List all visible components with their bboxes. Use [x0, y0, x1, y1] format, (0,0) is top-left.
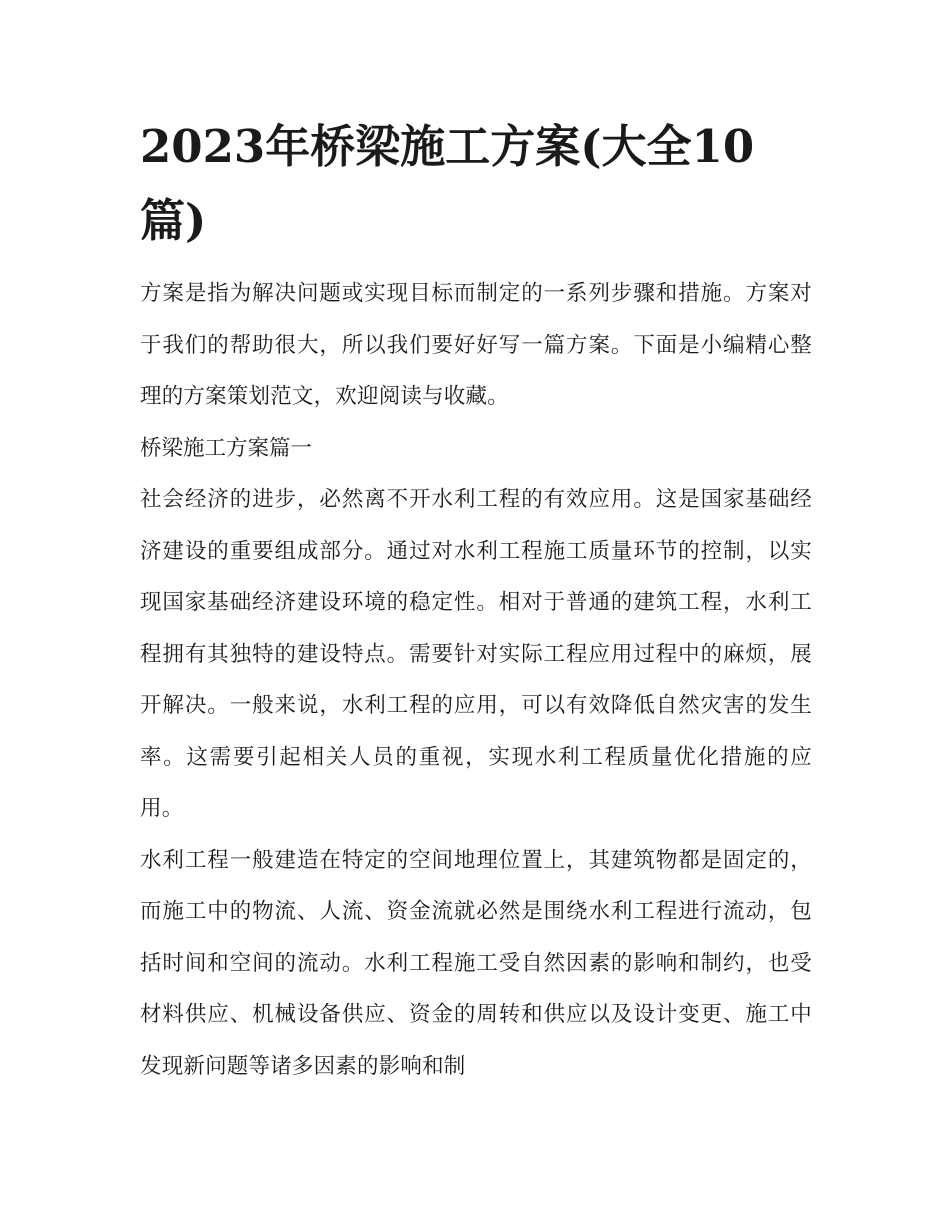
document-title: [140, 110, 800, 258]
intro-paragraph: 方案是指为解决问题或实现目标而制定的一系列步骤和措施。方案对于我们的帮助很大，所以我们要好好写一篇方案。下面是小编精心整理的方案策划范文，欢迎阅读与收藏。: [140, 281, 812, 409]
document-title-text: 2023年桥梁施工方案(大全10篇): [140, 120, 755, 247]
section-heading: 桥梁施工方案篇一: [140, 435, 313, 461]
document-page: [140, 110, 812, 1092]
body-paragraph-1: 社会经济的进步，必然离不开水利工程的有效应用。这是国家基础经济建设的重要组成部分。通过对水利工程施工质量环节的控制，以实现国家基础经济建设环境的稳定性。相对于普通的建筑工程，水利工程拥有其独特的建设特点。需要针对实际工程应用过程中的麻烦，展开解决。一般来说，水利工程的应用，可以有效降低自然灾害的发生率。这需要引起相关人员的重视，实现水利工程质量优化措施的应用。: [140, 487, 812, 821]
body-paragraph-2: 水利工程一般建造在特定的空间地理位置上，其建筑物都是固定的，而施工中的物流、人流、资金流就必然是围绕水利工程进行流动，包括时间和空间的流动。水利工程施工受自然因素的影响和制约，也受材料供应、机械设备供应、资金的周转和供应以及设计变更、施工中发现新问题等诸多因素的影响和制: [140, 847, 812, 1079]
